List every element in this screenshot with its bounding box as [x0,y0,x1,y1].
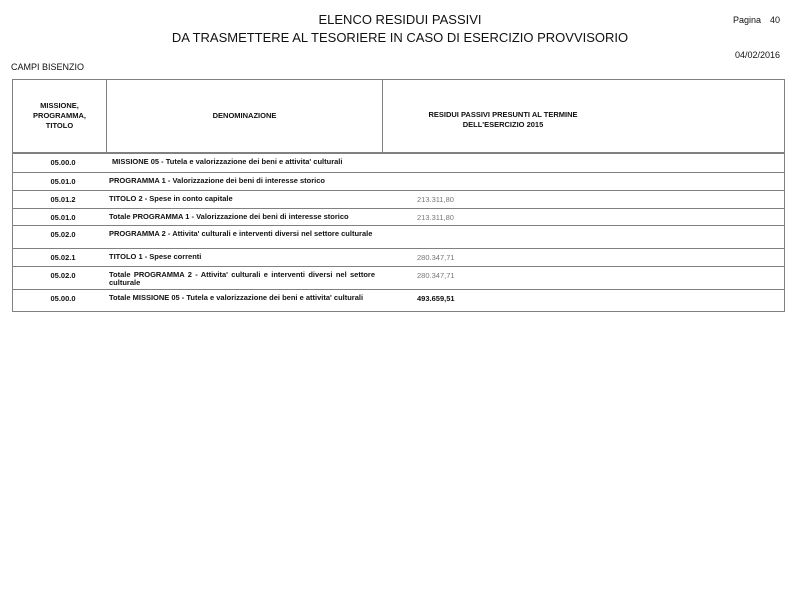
report-subtitle: DA TRASMETTERE AL TESORIERE IN CASO DI ESERCIZIO PROVVISORIO [171,30,629,45]
row-description: TITOLO 2 - Spese in conto capitale [109,194,233,203]
row-amount: 213.311,80 [417,213,454,222]
row-description: PROGRAMMA 2 - Attivita' culturali e interventi diversi nel settore culturale [109,229,373,238]
row-description: Totale PROGRAMMA 2 - Attivita' culturali e interventi diversi nel settore culturale [109,270,375,287]
row-code: 05.00.0 [50,158,76,167]
row-code: 05.00.0 [50,294,76,303]
row-code: 05.02.0 [50,271,76,280]
table-row [13,173,784,191]
table-row-total [13,290,784,312]
table-row [13,249,784,267]
row-description: Totale MISSIONE 05 - Tutela e valorizzazione dei beni e attivita' culturali [109,293,364,302]
row-description: PROGRAMMA 1 - Valorizzazione dei beni di interesse storico [109,176,326,185]
row-description: Totale PROGRAMMA 1 - Valorizzazione dei beni di interesse storico [109,212,349,221]
residui-table [12,79,785,312]
row-code: 05.01.0 [50,213,76,222]
row-code: 05.01.0 [50,177,76,186]
table-row [13,154,784,173]
row-amount: 280.347,71 [417,253,455,262]
table-row [13,191,784,209]
row-code: 05.02.1 [50,253,76,262]
table-header [13,80,784,154]
page-number: 40 [770,15,781,25]
column-header-code-line: MISSIONE, [40,101,79,110]
row-amount: 213.311,80 [417,195,454,204]
column-header-code-line: PROGRAMMA, [33,111,86,120]
row-code: 05.02.0 [50,230,76,239]
row-amount: 280.347,71 [417,271,455,280]
table-row [13,267,784,290]
table-row [13,226,784,249]
column-header-residui-line: RESIDUI PASSIVI PRESUNTI AL TERMINE [428,110,578,119]
column-header-code [13,80,107,152]
report-title: ELENCO RESIDUI PASSIVI [318,12,482,27]
page-label: Pagina [733,15,762,25]
column-header-residui [383,80,623,152]
column-header-code-line: TITOLO [45,121,74,130]
row-amount-total: 493.659,51 [417,294,455,303]
row-description: MISSIONE 05 - Tutela e valorizzazione dei beni e attivita' culturali [112,157,343,166]
table-row [13,209,784,226]
page-indicator [733,15,780,25]
entity-name: CAMPI BISENZIO [11,62,85,72]
report-date: 04/02/2016 [735,50,781,60]
column-header-denominazione: DENOMINAZIONE [107,80,383,152]
row-description: TITOLO 1 - Spese correnti [109,252,202,261]
column-header-residui-line: DELL'ESERCIZIO 2015 [462,120,544,129]
row-code: 05.01.2 [50,195,76,204]
